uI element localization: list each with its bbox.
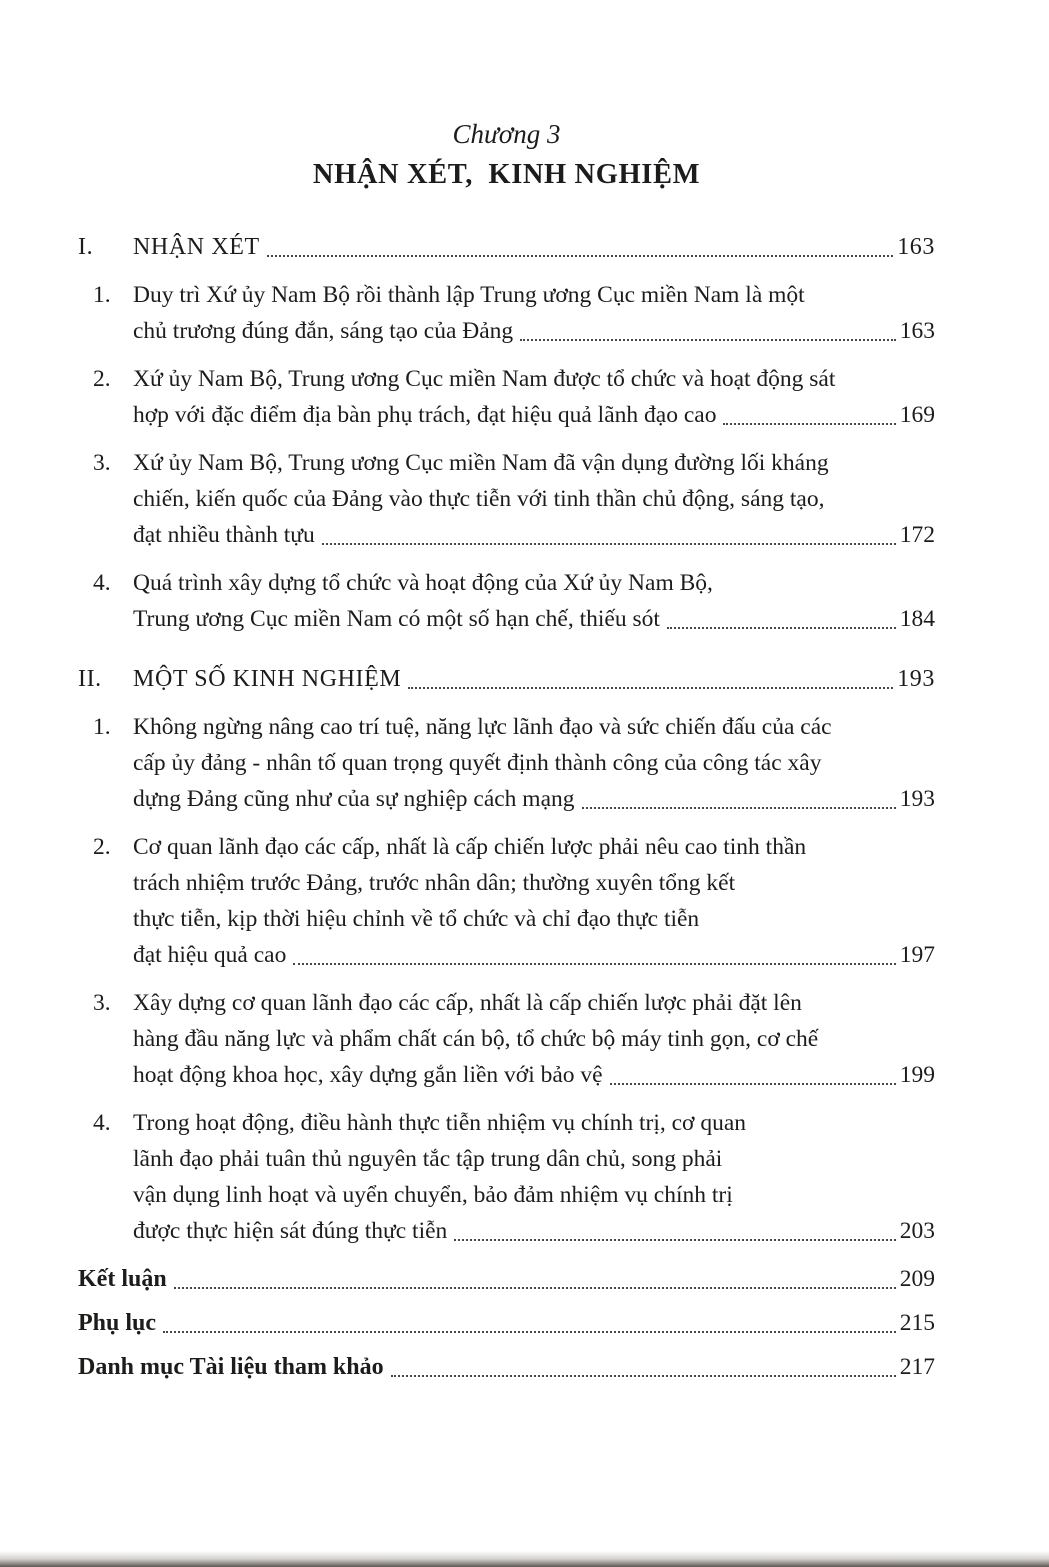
dot-leader [315,517,900,553]
entry-number: II. [78,666,102,692]
toc-line-text: Xây dựng cơ quan lãnh đạo các cấp, nhất là cấp chiến lược phải đặt lên [133,990,802,1016]
toc-line-text: Phụ lục [78,1310,157,1336]
toc-line-text: đạt nhiều thành tựu [133,522,315,548]
page-number: 199 [899,1062,935,1088]
entry-lines [133,445,935,553]
toc-line [133,1177,935,1213]
entry-number: I. [78,234,94,260]
toc-line [133,277,935,313]
toc-line-text: chủ trương đúng đắn, sáng tạo của Đảng [133,318,514,344]
toc-line [133,361,935,397]
toc-line-text: Xứ ủy Nam Bộ, Trung ương Cục miền Nam đã vận dụng đường lối kháng [133,450,829,476]
toc-line [78,1349,935,1385]
toc-line [133,445,935,481]
toc-entry [78,1305,935,1341]
toc-line [133,313,935,349]
dot-leader [286,937,899,973]
entry-number: 4. [93,570,111,596]
toc-line [133,1021,935,1057]
toc-line [133,865,935,901]
page-number: 163 [899,318,935,344]
chapter-label: Chương 3 [452,119,561,149]
toc-line [133,661,935,697]
toc-line-text: MỘT SỐ KINH NGHIỆM [133,666,402,692]
toc-line [133,601,935,637]
toc-line-text: Trong hoạt động, điều hành thực tiễn nhiệm vụ chính trị, cơ quan [133,1110,747,1136]
toc-line-text: Không ngừng nâng cao trí tuệ, năng lực lãnh đạo và sức chiến đấu của các [133,714,832,740]
toc-line-text: trách nhiệm trước Đảng, trước nhân dân; thường xuyên tổng kết [133,870,736,896]
toc-list [78,229,935,1385]
dot-leader [603,1057,900,1093]
toc-line-text: Kết luận [78,1266,167,1292]
dot-leader [447,1213,899,1249]
entry-lines [133,565,935,637]
entry-lines [133,829,935,973]
dot-leader [716,397,899,433]
page-number: 197 [899,942,935,968]
dot-leader [660,601,900,637]
toc-line [133,829,935,865]
entry-number: 2. [93,366,111,392]
page-number: 193 [897,666,935,692]
toc-line [133,517,935,553]
entry-number: 1. [93,714,111,740]
entry-lines [133,709,935,817]
page-number: 203 [899,1218,935,1244]
toc-entry [78,277,935,349]
dot-leader [384,1349,900,1385]
toc-line-text: NHẬN XÉT [133,234,260,260]
dot-leader [156,1305,900,1341]
toc-entry [78,1261,935,1297]
entry-number: 2. [93,834,111,860]
toc-line [133,937,935,973]
chapter-title: NHẬN XÉT, KINH NGHIỆM [312,159,701,190]
page-number: 215 [899,1310,935,1336]
page-number: 209 [899,1266,935,1292]
page-number: 184 [899,606,935,632]
toc-line [133,229,935,265]
page-number: 169 [899,402,935,428]
toc-line [133,1057,935,1093]
toc-line-text: Duy trì Xứ ủy Nam Bộ rồi thành lập Trung ương Cục miền Nam là một [133,282,805,308]
entry-lines [133,1105,935,1249]
toc-line [133,985,935,1021]
toc-entry [78,661,935,697]
page-number: 193 [899,786,935,812]
toc-entry [78,1349,935,1385]
toc-line [133,565,935,601]
entry-lines [133,229,935,265]
dot-leader [401,661,897,697]
entry-lines [133,277,935,349]
entry-lines [78,1261,935,1297]
page-bottom-shadow [0,1551,1049,1567]
dot-leader [513,313,900,349]
page-number: 163 [897,234,935,260]
toc-line [133,745,935,781]
toc-entry [78,829,935,973]
toc-entry [78,229,935,265]
toc-entry [78,985,935,1093]
dot-leader [260,229,897,265]
entry-number: 3. [93,990,111,1016]
entry-lines [78,1349,935,1385]
entry-lines [133,361,935,433]
toc-line-text: dựng Đảng cũng như của sự nghiệp cách mạng [133,786,575,812]
page-number: 172 [899,522,935,548]
toc-line [133,901,935,937]
entry-number: 4. [93,1110,111,1136]
toc-line-text: thực tiễn, kịp thời hiệu chỉnh về tổ chức và chỉ đạo thực tiễn [133,906,700,932]
toc-line [133,397,935,433]
toc-line-text: cấp ủy đảng - nhân tố quan trọng quyết định thành công của công tác xây [133,750,822,776]
toc-line [133,781,935,817]
toc-line [133,709,935,745]
toc-line [133,481,935,517]
toc-entry [78,361,935,433]
toc-line-text: Quá trình xây dựng tổ chức và hoạt động của Xứ ủy Nam Bộ, [133,570,713,596]
toc-line-text: được thực hiện sát đúng thực tiễn [133,1218,448,1244]
toc-entry [78,709,935,817]
dot-leader [167,1261,900,1297]
entry-number: 3. [93,450,111,476]
toc-line-text: Cơ quan lãnh đạo các cấp, nhất là cấp chiến lược phải nêu cao tinh thần [133,834,807,860]
toc-line-text: hợp với đặc điểm địa bàn phụ trách, đạt hiệu quả lãnh đạo cao [133,402,717,428]
toc-line-text: đạt hiệu quả cao [133,942,287,968]
toc-line-text: chiến, kiến quốc của Đảng vào thực tiễn với tinh thần chủ động, sáng tạo, [133,486,825,512]
toc-entry [78,445,935,553]
toc-line [78,1261,935,1297]
toc-line-text: Xứ ủy Nam Bộ, Trung ương Cục miền Nam được tổ chức và hoạt động sát [133,366,836,392]
toc-line [133,1141,935,1177]
entry-number: 1. [93,282,111,308]
toc-line-text: vận dụng linh hoạt và uyển chuyển, bảo đảm nhiệm vụ chính trị [133,1182,733,1208]
page-number: 217 [899,1354,935,1380]
toc-line-text: Danh mục Tài liệu tham khảo [78,1354,384,1380]
entry-lines [133,985,935,1093]
toc-entry [78,1105,935,1249]
toc-line-text: Trung ương Cục miền Nam có một số hạn chế, thiếu sót [133,606,660,632]
toc-line-text: hoạt động khoa học, xây dựng gắn liền với bảo vệ [133,1062,603,1088]
toc-line [78,1305,935,1341]
toc-line-text: lãnh đạo phải tuân thủ nguyên tắc tập trung dân chủ, song phải [133,1146,723,1172]
entry-lines [133,661,935,697]
toc-line [133,1213,935,1249]
toc-line [133,1105,935,1141]
toc-entry [78,565,935,637]
dot-leader [575,781,900,817]
entry-lines [78,1305,935,1341]
toc-line-text: hàng đầu năng lực và phẩm chất cán bộ, tổ chức bộ máy tinh gọn, cơ chế [133,1026,819,1052]
